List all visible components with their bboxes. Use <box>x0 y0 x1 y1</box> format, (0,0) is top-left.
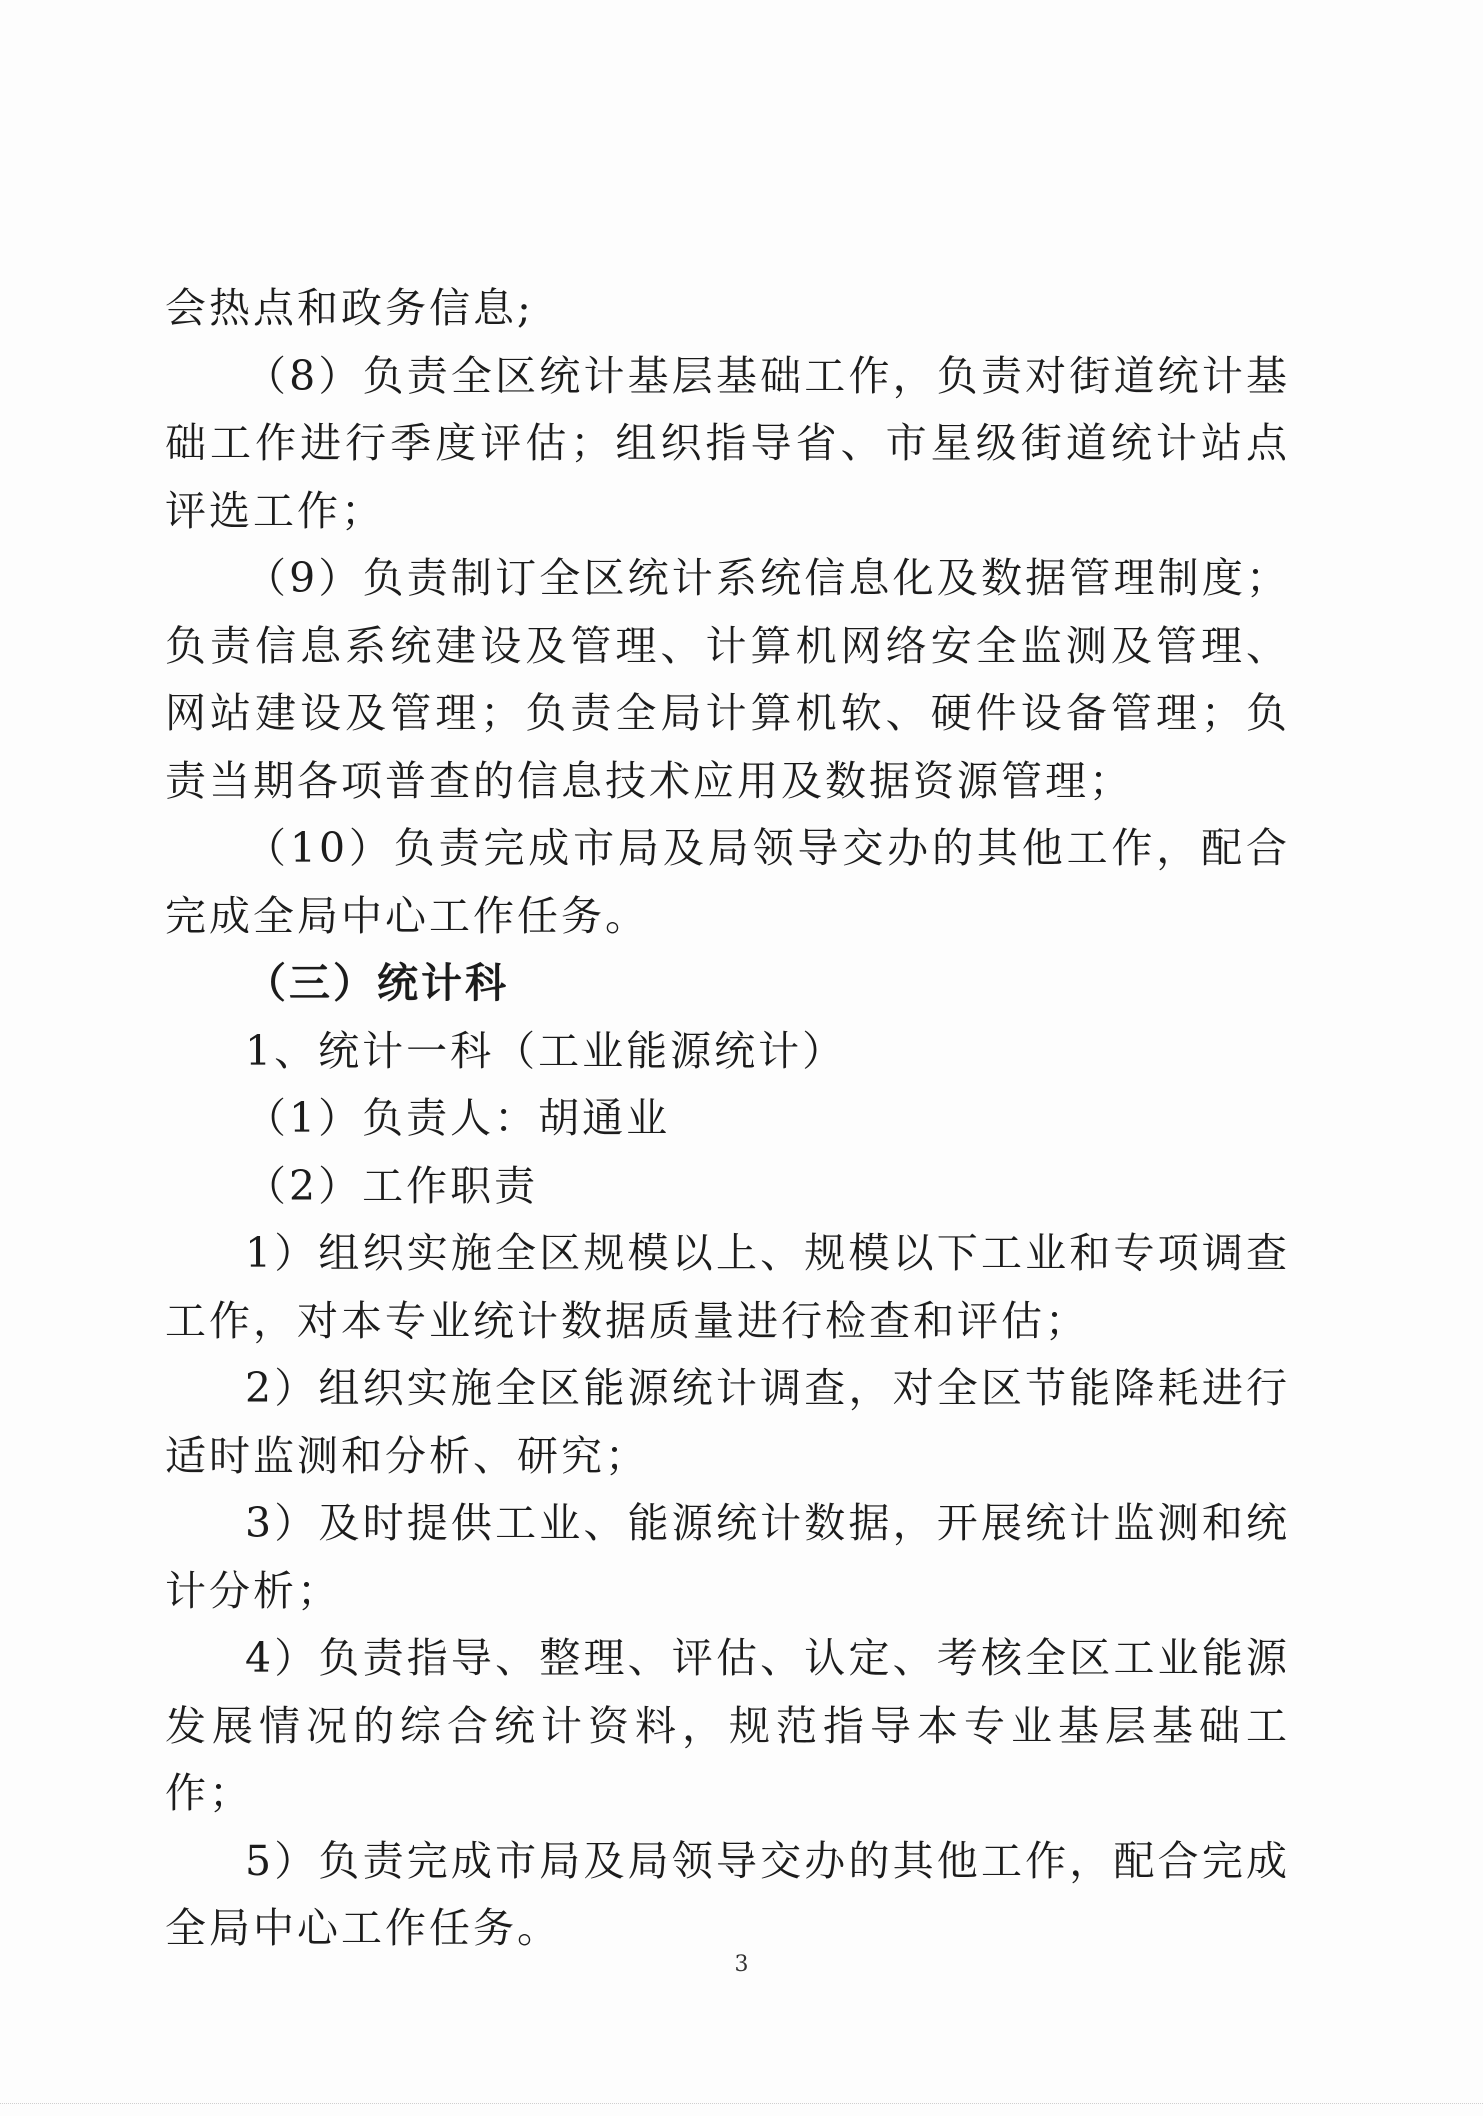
paragraph: 3）及时提供工业、能源统计数据，开展统计监测和统计分析； <box>165 1499 1290 1615</box>
page-number: 3 <box>734 1952 749 1977</box>
paragraph: 1）组织实施全区规模以上、规模以下工业和专项调查工作，对本专业统计数据质量进行检查和评估； <box>165 1229 1290 1345</box>
responsible-person: （1）负责人：胡通业 <box>245 1094 671 1142</box>
paragraph: 4）负责指导、整理、评估、认定、考核全区工业能源发展情况的综合统计资料，规范指导本专业基层基础工作； <box>165 1634 1290 1817</box>
paragraph: （8）负责全区统计基层基础工作，负责对街道统计基础工作进行季度评估；组织指导省、市星级街道统计站点评选工作； <box>165 351 1290 535</box>
paragraph: （9）负责制订全区统计系统信息化及数据管理制度；负责信息系统建设及管理、计算机网络安全监测及管理、网站建设及管理；负责全局计算机软、硬件设备管理；负责当期各项普查的信息技术应用及数据资源管理； <box>165 554 1290 805</box>
paragraph: 2）组织实施全区能源统计调查，对全区节能降耗进行适时监测和分析、研究； <box>165 1364 1290 1480</box>
document-body <box>165 275 1290 1963</box>
paragraph: 5）负责完成市局及局领导交办的其他工作，配合完成全局中心工作任务。 <box>165 1836 1290 1952</box>
paragraph: 会热点和政务信息; <box>165 284 534 332</box>
paragraph: （10）负责完成市局及局领导交办的其他工作，配合完成全局中心工作任务。 <box>165 824 1290 940</box>
subsection-title: 1、统计一科（工业能源统计） <box>245 1026 847 1075</box>
scan-edge-divider <box>0 2103 1483 2116</box>
section-heading: （三）统计科 <box>245 959 509 1007</box>
duties-title: （2）工作职责 <box>245 1161 539 1210</box>
